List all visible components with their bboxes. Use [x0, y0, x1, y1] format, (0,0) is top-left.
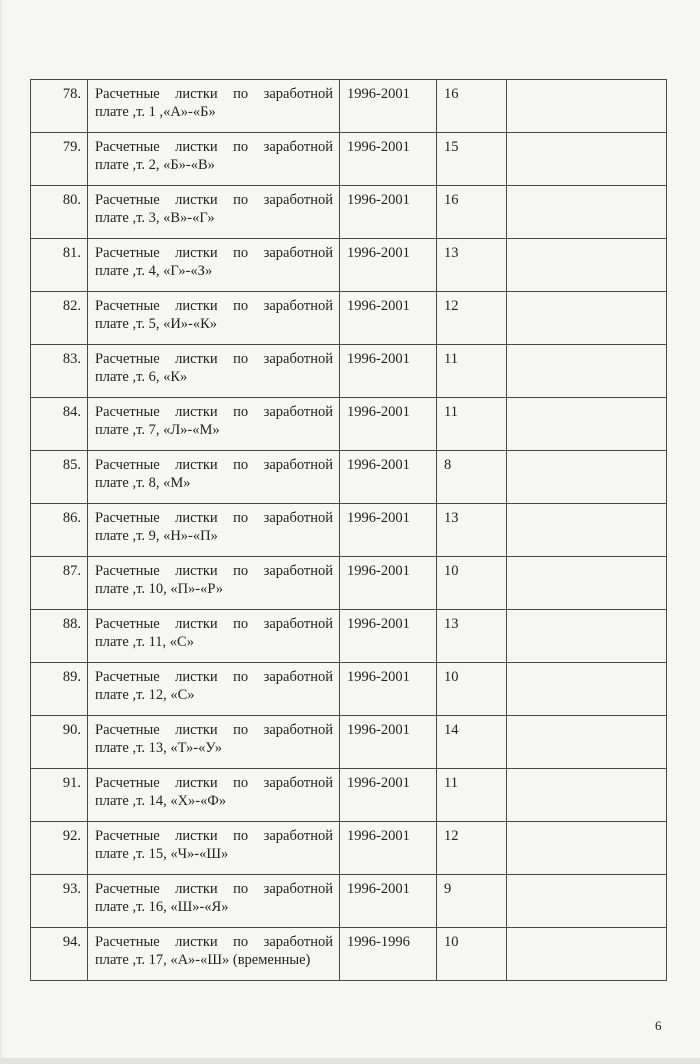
sheet-count-cell: 8	[437, 451, 507, 504]
date-range-cell: 1996-2001	[340, 716, 437, 769]
table-row	[31, 716, 667, 769]
date-range-cell: 1996-2001	[340, 80, 437, 133]
table-row	[31, 769, 667, 822]
table-row	[31, 610, 667, 663]
date-range-cell: 1996-2001	[340, 610, 437, 663]
document-title-cell: Расчетные листки по заработной плате ,т. 10, «П»-«Р»	[88, 557, 340, 610]
row-number-cell: 90.	[31, 716, 88, 769]
row-number-cell: 89.	[31, 663, 88, 716]
note-cell	[507, 398, 667, 451]
date-range-cell: 1996-2001	[340, 504, 437, 557]
row-number-cell: 82.	[31, 292, 88, 345]
table-row	[31, 451, 667, 504]
note-cell	[507, 769, 667, 822]
row-number-cell: 94.	[31, 928, 88, 981]
row-number-cell: 87.	[31, 557, 88, 610]
row-number-cell: 85.	[31, 451, 88, 504]
date-range-cell: 1996-2001	[340, 239, 437, 292]
sheet-count-cell: 11	[437, 345, 507, 398]
note-cell	[507, 186, 667, 239]
sheet-count-cell: 15	[437, 133, 507, 186]
sheet-count-cell: 11	[437, 398, 507, 451]
note-cell	[507, 239, 667, 292]
table-row	[31, 663, 667, 716]
sheet-count-cell: 11	[437, 769, 507, 822]
date-range-cell: 1996-2001	[340, 292, 437, 345]
scan-left-shadow	[0, 0, 4, 1064]
sheet-count-cell: 12	[437, 822, 507, 875]
document-title-cell: Расчетные листки по заработной плате ,т. 1 ,«А»-«Б»	[88, 80, 340, 133]
document-title-cell: Расчетные листки по заработной плате ,т. 17, «А»-«Ш» (временные)	[88, 928, 340, 981]
date-range-cell: 1996-2001	[340, 557, 437, 610]
table-row	[31, 186, 667, 239]
page-number: 6	[655, 1018, 662, 1033]
document-title-cell: Расчетные листки по заработной плате ,т. 8, «М»	[88, 451, 340, 504]
document-title-cell: Расчетные листки по заработной плате ,т. 5, «И»-«К»	[88, 292, 340, 345]
row-number-cell: 83.	[31, 345, 88, 398]
note-cell	[507, 504, 667, 557]
note-cell	[507, 822, 667, 875]
date-range-cell: 1996-2001	[340, 822, 437, 875]
document-title-cell: Расчетные листки по заработной плате ,т. 16, «Ш»-«Я»	[88, 875, 340, 928]
document-title-cell: Расчетные листки по заработной плате ,т. 14, «Х»-«Ф»	[88, 769, 340, 822]
table-row	[31, 292, 667, 345]
table-row	[31, 133, 667, 186]
date-range-cell: 1996-2001	[340, 769, 437, 822]
row-number-cell: 78.	[31, 80, 88, 133]
note-cell	[507, 663, 667, 716]
note-cell	[507, 716, 667, 769]
document-title-cell: Расчетные листки по заработной плате ,т. 11, «С»	[88, 610, 340, 663]
document-title-cell: Расчетные листки по заработной плате ,т. 4, «Г»-«З»	[88, 239, 340, 292]
table-row	[31, 398, 667, 451]
inventory-table-body	[31, 80, 667, 981]
row-number-cell: 86.	[31, 504, 88, 557]
note-cell	[507, 557, 667, 610]
sheet-count-cell: 9	[437, 875, 507, 928]
row-number-cell: 80.	[31, 186, 88, 239]
date-range-cell: 1996-2001	[340, 451, 437, 504]
document-title-cell: Расчетные листки по заработной плате ,т. 12, «С»	[88, 663, 340, 716]
sheet-count-cell: 16	[437, 186, 507, 239]
table-row	[31, 345, 667, 398]
note-cell	[507, 610, 667, 663]
note-cell	[507, 451, 667, 504]
document-title-cell: Расчетные листки по заработной плате ,т. 13, «Т»-«У»	[88, 716, 340, 769]
note-cell	[507, 875, 667, 928]
row-number-cell: 88.	[31, 610, 88, 663]
sheet-count-cell: 10	[437, 557, 507, 610]
scan-bottom-edge	[0, 1058, 700, 1064]
table-row	[31, 80, 667, 133]
row-number-cell: 81.	[31, 239, 88, 292]
table-row	[31, 822, 667, 875]
document-title-cell: Расчетные листки по заработной плате ,т. 15, «Ч»-«Ш»	[88, 822, 340, 875]
date-range-cell: 1996-2001	[340, 398, 437, 451]
row-number-cell: 92.	[31, 822, 88, 875]
note-cell	[507, 345, 667, 398]
document-title-cell: Расчетные листки по заработной плате ,т. 2, «Б»-«В»	[88, 133, 340, 186]
table-row	[31, 504, 667, 557]
table-row	[31, 557, 667, 610]
sheet-count-cell: 16	[437, 80, 507, 133]
note-cell	[507, 928, 667, 981]
note-cell	[507, 292, 667, 345]
document-title-cell: Расчетные листки по заработной плате ,т. 9, «Н»-«П»	[88, 504, 340, 557]
row-number-cell: 84.	[31, 398, 88, 451]
document-title-cell: Расчетные листки по заработной плате ,т. 6, «К»	[88, 345, 340, 398]
row-number-cell: 91.	[31, 769, 88, 822]
date-range-cell: 1996-1996	[340, 928, 437, 981]
date-range-cell: 1996-2001	[340, 186, 437, 239]
sheet-count-cell: 13	[437, 239, 507, 292]
sheet-count-cell: 14	[437, 716, 507, 769]
inventory-table	[30, 79, 667, 981]
table-row	[31, 239, 667, 292]
sheet-count-cell: 10	[437, 928, 507, 981]
table-row	[31, 928, 667, 981]
sheet-count-cell: 13	[437, 610, 507, 663]
date-range-cell: 1996-2001	[340, 133, 437, 186]
note-cell	[507, 80, 667, 133]
sheet-count-cell: 10	[437, 663, 507, 716]
sheet-count-cell: 13	[437, 504, 507, 557]
sheet-count-cell: 12	[437, 292, 507, 345]
note-cell	[507, 133, 667, 186]
row-number-cell: 79.	[31, 133, 88, 186]
date-range-cell: 1996-2001	[340, 663, 437, 716]
document-title-cell: Расчетные листки по заработной плате ,т. 3, «В»-«Г»	[88, 186, 340, 239]
table-row	[31, 875, 667, 928]
date-range-cell: 1996-2001	[340, 875, 437, 928]
row-number-cell: 93.	[31, 875, 88, 928]
document-title-cell: Расчетные листки по заработной плате ,т. 7, «Л»-«М»	[88, 398, 340, 451]
date-range-cell: 1996-2001	[340, 345, 437, 398]
